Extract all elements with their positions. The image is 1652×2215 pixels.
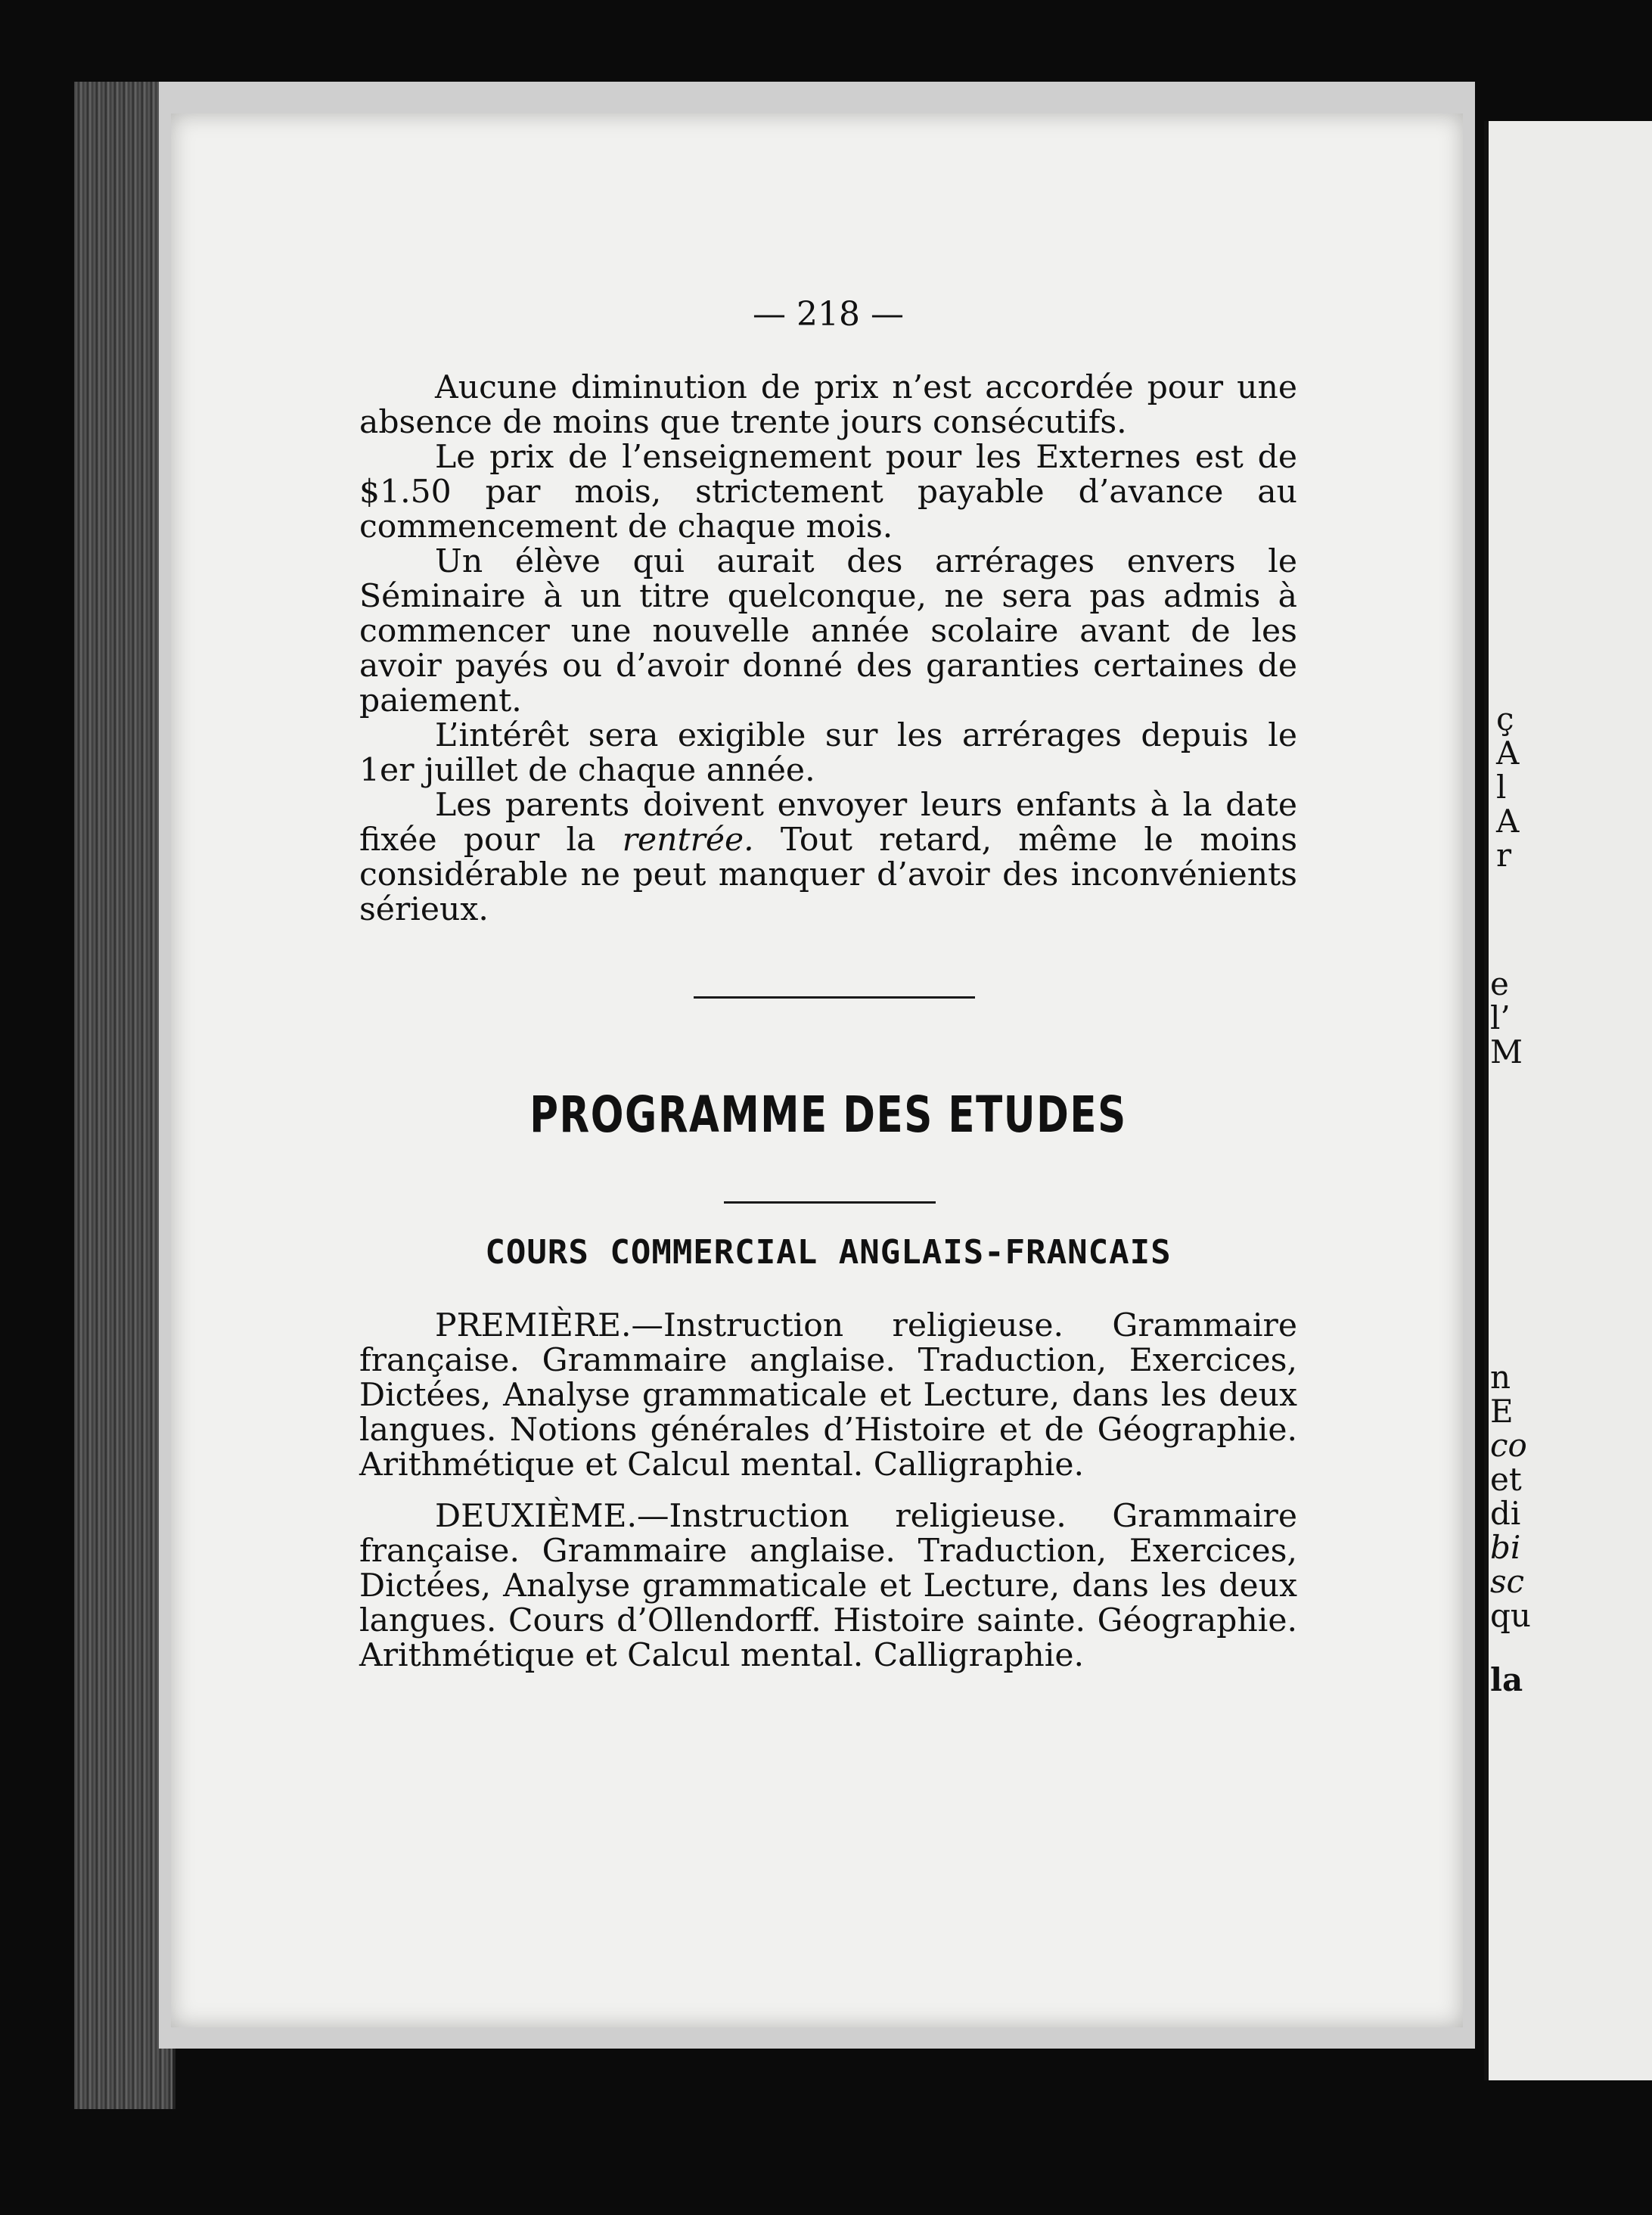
paragraph: [359, 788, 1297, 927]
paragraph: L’intérêt sera exigible sur les arrérages depuis le 1er juillet de chaque année.: [359, 717, 1297, 789]
paragraph: Le prix de l’enseignement pour les Externes est de $1.50 par mois, strictement payable d’avance au commencement de chaque mois.: [359, 439, 1297, 545]
course-title: COURS COMMERCIAL ANGLAIS-FRANCAIS: [485, 1233, 1172, 1272]
right-page-partial: [1484, 121, 1652, 2080]
right-page-fragment: l’: [1490, 999, 1511, 1036]
program-item: PREMIÈRE.—Instruction religieuse. Grammaire française. Grammaire anglaise. Traduction, Exercices, Dictées, Analyse grammaticale et Lecture, dans les deux langues. Notions générales d’Histoire et de Géographie. Arithmétique et Calcul mental. Calligraphie.: [359, 1307, 1297, 1483]
right-page-fragment: la: [1490, 1661, 1523, 1698]
paragraph-text: Tout retard, même le moins considérable ne peut manquer d’avoir des inconvénients sérieux.: [359, 822, 1298, 928]
right-page-fragment: E: [1490, 1393, 1514, 1430]
fees-paragraphs: [359, 371, 1297, 927]
right-page-fragment: A: [1496, 803, 1520, 840]
right-page-fragment: M: [1490, 1033, 1523, 1070]
program-item: DEUXIÈME.—Instruction religieuse. Grammaire française. Grammaire anglaise. Traduction, Exercices, Dictées, Analyse grammaticale et Lecture, dans les deux langues. Cours d’Ollendorff. Histoire sainte. Géographie. Arithmétique et Calcul mental. Calligraphie.: [359, 1498, 1297, 1674]
right-page-fragment: bi: [1490, 1529, 1521, 1566]
paragraph-text: Les parents doivent envoyer leurs enfants à la date fixée pour la: [359, 787, 1297, 859]
right-page-fragment: qu: [1490, 1597, 1531, 1634]
right-page-fragment: e: [1490, 965, 1509, 1002]
right-page-fragment: n: [1490, 1359, 1511, 1396]
right-page-fragment: A: [1496, 735, 1520, 772]
section-title: PROGRAMME DES ETUDES: [529, 1086, 1127, 1144]
section-divider: [694, 996, 975, 999]
title-underline: [724, 1201, 936, 1204]
right-page-fragment: co: [1490, 1427, 1527, 1464]
paragraph-italic-text: rentrée.: [622, 822, 754, 859]
right-page-fragment: di: [1490, 1495, 1521, 1532]
right-page-fragment: r: [1496, 837, 1512, 874]
right-page-fragment: sc: [1490, 1563, 1525, 1600]
program-list: [359, 1309, 1297, 1690]
paragraph: Aucune diminution de prix n’est accordée pour une absence de moins que trente jours consécutifs.: [359, 369, 1297, 441]
paragraph: Un élève qui aurait des arrérages envers le Séminaire à un titre quelconque, ne sera pas admis à commencer une nouvelle année scolaire avant de les avoir payés ou d’avoir donné des garanties certaines de paiement.: [359, 543, 1297, 719]
right-page-fragment: ç: [1496, 701, 1514, 738]
right-page-fragment: l: [1496, 769, 1507, 806]
page-number: — 218 —: [753, 295, 904, 334]
right-page-fragment: et: [1490, 1461, 1522, 1498]
